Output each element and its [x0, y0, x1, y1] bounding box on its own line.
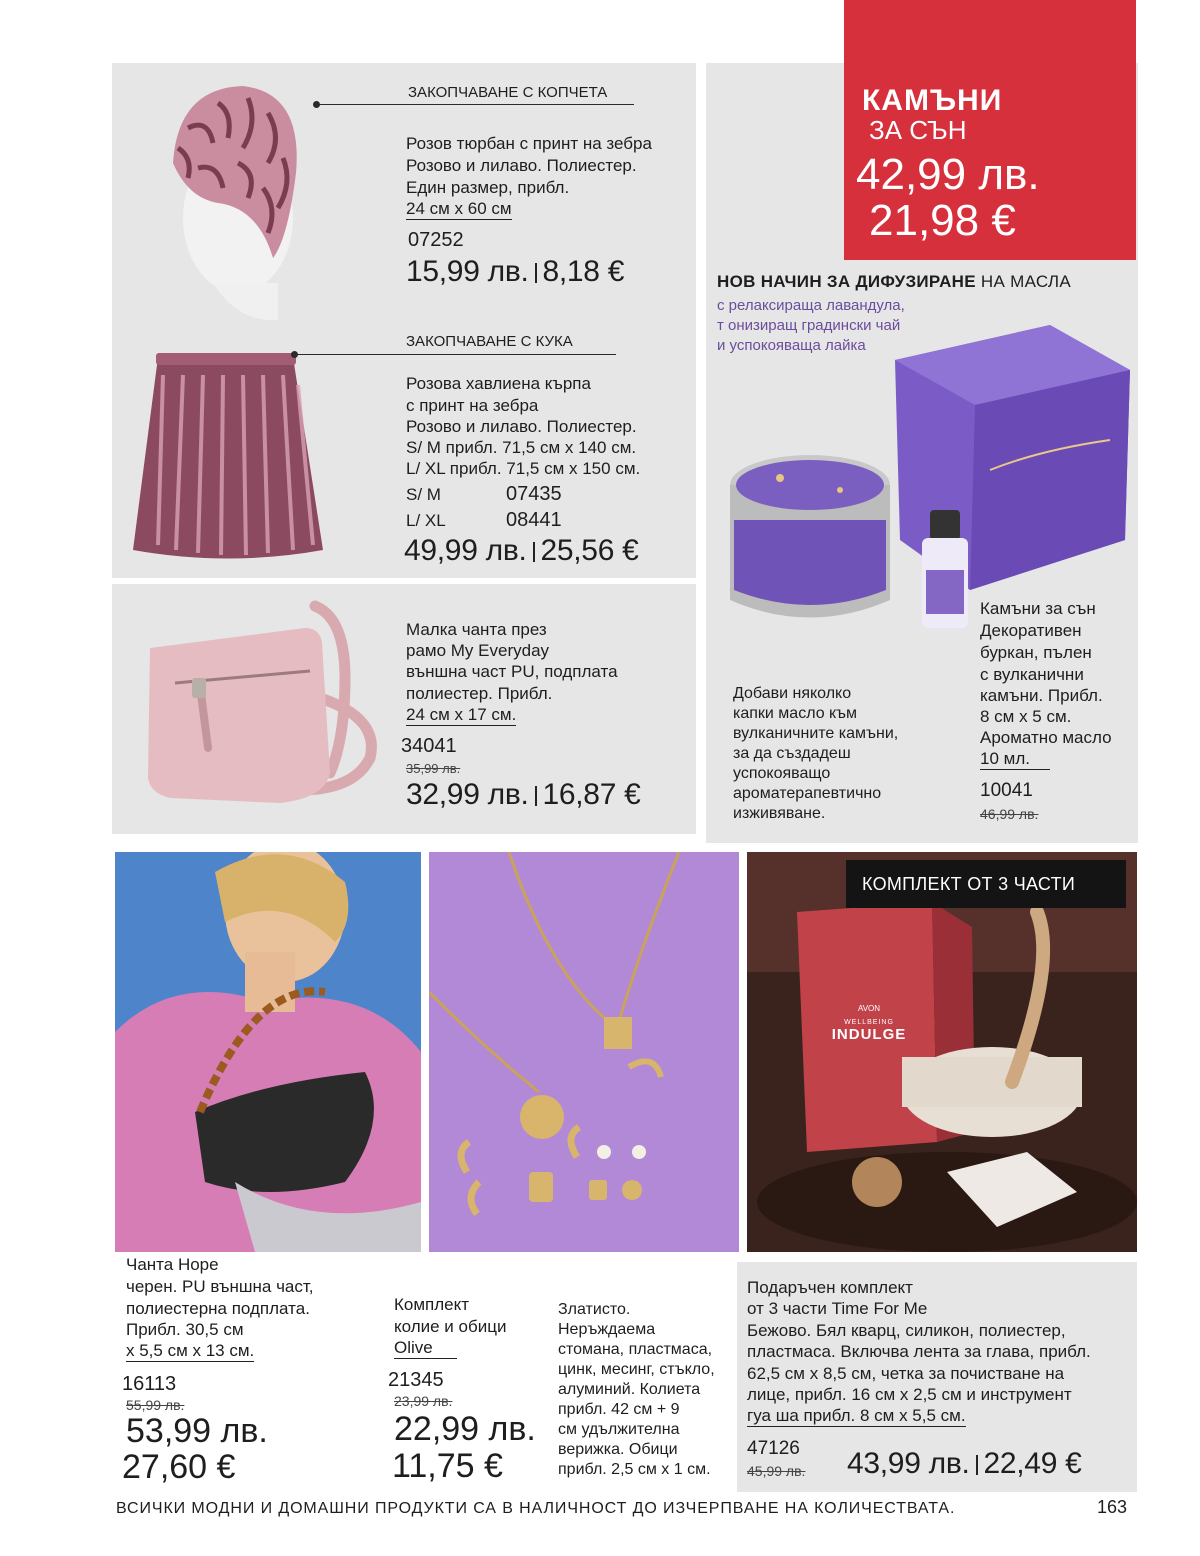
gift-price-eur: 22,49 €: [983, 1447, 1082, 1480]
hope-old-price: 55,99 лв.: [126, 1397, 185, 1413]
scent-line-1: с релаксираща лавандула,: [717, 297, 905, 314]
olive-desc-line-8: верижка. Обици: [558, 1441, 678, 1458]
gift-line-6: лице, прибл. 16 см х 2,5 см и инструмент: [747, 1385, 1072, 1404]
gift-last-line: гуа ша прибл. 8 см х 5,5 см.: [747, 1406, 966, 1425]
hope-size: х 5,5 см х 13 см.: [126, 1341, 255, 1360]
gift-line-4: пластмаса. Включва лента за глава, прибл.: [747, 1342, 1091, 1361]
towel-line-5: L/ XL прибл. 71,5 см х 150 см.: [406, 459, 641, 478]
stones-desc-line-7: Ароматно масло: [980, 728, 1112, 747]
turban-feature-label: ЗАКОПЧАВАНЕ С КОПЧЕТА: [408, 84, 608, 101]
three-piece-badge-text: КОМПЛЕКТ ОТ 3 ЧАСТИ: [862, 874, 1076, 894]
gift-line-2: от 3 части Time For Me: [747, 1299, 928, 1318]
hope-code: 16113: [122, 1373, 177, 1395]
olive-line-2: колие и обици: [394, 1317, 507, 1336]
olive-price-eur: 11,75 €: [392, 1447, 503, 1485]
box-sub: WELLBEING: [844, 1019, 894, 1026]
towel-line-2: с принт на зебра: [406, 396, 539, 415]
towel-line-3: Розово и лилаво. Полиестер.: [406, 417, 637, 436]
hope-line-2: черен. PU външна част,: [126, 1277, 314, 1296]
turban-line-1: Розов тюрбан с принт на зебра: [406, 134, 652, 153]
towel-size-lxl: L/ XL: [406, 511, 446, 530]
olive-desc-line-4: цинк, месинг, стъкло,: [558, 1361, 715, 1378]
three-piece-badge: [846, 860, 1126, 908]
box-brand: AVON: [857, 1004, 881, 1013]
towel-code-sm: 07435: [506, 483, 562, 505]
crossbody-price: [406, 778, 641, 813]
stones-code: 10041: [980, 780, 1033, 801]
stones-desc-line-6: 8 см х 5 см.: [980, 707, 1072, 726]
crossbody-line-5: [406, 705, 516, 726]
olive-desc-line-7: см удължителна: [558, 1421, 680, 1438]
crossbody-line-4: полиестер. Прибл.: [406, 684, 553, 703]
hope-line-4: Прибл. 30,5 см: [126, 1320, 244, 1339]
gift-set-box-label: [810, 1000, 928, 1080]
gift-line-7: [747, 1406, 966, 1427]
crossbody-old-price: 35,99 лв.: [406, 761, 461, 776]
stones-desc-line-4: с вулканични: [980, 665, 1084, 684]
olive-code: 21345: [388, 1369, 444, 1391]
towel-code-lxl: 08441: [506, 509, 562, 531]
hope-line-5: [126, 1341, 254, 1362]
gift-set-image: [747, 852, 1137, 1252]
olive-desc-line-3: стомана, пластмаса,: [558, 1341, 713, 1358]
stones-tip-line-1: Добави няколко: [733, 685, 852, 702]
sleep-stones-banner: [844, 0, 1136, 260]
stones-desc-line-3: буркан, пълен: [980, 643, 1092, 662]
stones-desc-line-1: Камъни за сън: [980, 599, 1096, 618]
stones-tip-line-6: ароматерапевтично: [733, 785, 882, 802]
headline-part-b: ДИФУЗИРАНЕ: [855, 272, 976, 291]
banner-title-line-1: КАМЪНИ: [862, 84, 1003, 117]
hope-bag-image: [115, 852, 421, 1252]
olive-desc-line-1: Златисто.: [558, 1301, 631, 1318]
turban-line-3: Един размер, прибл.: [406, 178, 570, 197]
olive-price-lv: 22,99 лв.: [394, 1410, 536, 1448]
scent-line-3: и успокояваща лайка: [717, 337, 866, 354]
towel-price: [404, 534, 639, 569]
olive-old-price: 23,99 лв.: [394, 1393, 453, 1409]
banner-price-eur: 21,98 €: [869, 196, 1016, 245]
crossbody-code: 34041: [401, 735, 457, 757]
stones-desc-line-8: [980, 749, 1050, 770]
stones-old-price: 46,99 лв.: [980, 806, 1039, 822]
gift-code: 47126: [747, 1438, 800, 1459]
crossbody-bag-image: [130, 598, 390, 823]
turban-image: [118, 68, 308, 320]
footer-note: ВСИЧКИ МОДНИ И ДОМАШНИ ПРОДУКТИ СА В НАЛИЧНОСТ ДО ИЗЧЕРПВАНЕ НА КОЛИЧЕСТВАТА.: [116, 1500, 956, 1517]
gift-price-lv: 43,99 лв.: [847, 1447, 970, 1480]
banner-price-lv: 42,99 лв.: [856, 150, 1040, 199]
gift-line-1: Подаръчен комплект: [747, 1278, 913, 1297]
price-separator: [533, 542, 535, 562]
crossbody-price-eur: 16,87 €: [542, 778, 641, 811]
scent-line-2: т онизиращ градински чай: [717, 317, 901, 334]
olive-jewelry-image: [429, 852, 739, 1252]
feature-pointer-line: [296, 354, 616, 355]
hope-line-3: полиестерна подплата.: [126, 1299, 310, 1318]
crossbody-price-lv: 32,99 лв.: [406, 778, 529, 811]
hope-line-1: Чанта Hope: [126, 1255, 219, 1274]
olive-line-3: [394, 1338, 457, 1359]
towel-line-4: S/ M прибл. 71,5 см х 140 см.: [406, 438, 637, 457]
turban-code: 07252: [408, 229, 464, 251]
olive-name: Olive: [394, 1338, 457, 1359]
hope-price-eur: 27,60 €: [122, 1448, 236, 1486]
hope-price-lv: 53,99 лв.: [126, 1412, 268, 1450]
turban-price-eur: 8,18 €: [542, 255, 625, 288]
stones-tip-line-4: за да създадеш: [733, 745, 851, 762]
turban-price-lv: 15,99 лв.: [406, 255, 529, 288]
turban-size: 24 см х 60 см: [406, 199, 512, 218]
turban-line-4: [406, 199, 512, 220]
gift-price: [847, 1447, 1082, 1482]
towel-image: [128, 345, 328, 575]
turban-line-2: Розово и лилаво. Полиестер.: [406, 156, 637, 175]
turban-price: [406, 255, 624, 290]
towel-price-lv: 49,99 лв.: [404, 534, 527, 567]
olive-desc-line-6: прибл. 42 см + 9: [558, 1401, 680, 1418]
crossbody-line-2: рамо My Everyday: [406, 641, 550, 660]
headline-part-c: НА МАСЛА: [975, 272, 1071, 291]
stones-tip-line-3: вулканичните камъни,: [733, 725, 899, 742]
towel-price-eur: 25,56 €: [540, 534, 639, 567]
crossbody-size: 24 см х 17 см.: [406, 705, 517, 724]
price-separator: [976, 1455, 978, 1475]
page-number: 163: [1097, 1497, 1128, 1517]
price-separator: [535, 263, 537, 283]
stones-tip-line-5: успокояващо: [733, 765, 831, 782]
olive-desc-line-2: Неръждаема: [558, 1321, 656, 1338]
stones-tip-line-2: капки масло към: [733, 705, 858, 722]
gift-line-5: 62,5 см х 8,5 см, четка за почистване на: [747, 1364, 1065, 1383]
olive-line-1: Комплект: [394, 1295, 470, 1314]
towel-size-sm: S/ M: [406, 485, 441, 504]
towel-feature-label: ЗАКОПЧАВАНЕ С КУКА: [406, 333, 573, 350]
crossbody-line-3: външна част PU, подплата: [406, 662, 618, 681]
stones-desc-line-2: Декоративен: [980, 621, 1082, 640]
crossbody-line-1: Малка чанта през: [406, 620, 547, 639]
headline-part-a: НОВ НАЧИН ЗА: [717, 272, 856, 291]
banner-title-line-2: ЗА СЪН: [869, 115, 967, 145]
box-name: INDULGE: [831, 1026, 907, 1043]
stones-tip-line-7: изживяване.: [733, 805, 826, 822]
price-separator: [535, 786, 537, 806]
olive-desc-line-5: алуминий. Колиета: [558, 1381, 701, 1398]
stones-desc-line-5: камъни. Прибл.: [980, 686, 1103, 705]
gift-line-3: Бежово. Бял кварц, силикон, полиестер,: [747, 1321, 1066, 1340]
feature-pointer-line: [318, 104, 634, 105]
diffusing-headline: [717, 272, 1071, 292]
olive-desc-line-9: прибл. 2,5 см х 1 см.: [558, 1461, 711, 1478]
towel-line-1: Розова хавлиена кърпа: [406, 374, 591, 393]
stones-volume: 10 мл.: [980, 749, 1050, 770]
gift-old-price: 45,99 лв.: [747, 1463, 806, 1479]
